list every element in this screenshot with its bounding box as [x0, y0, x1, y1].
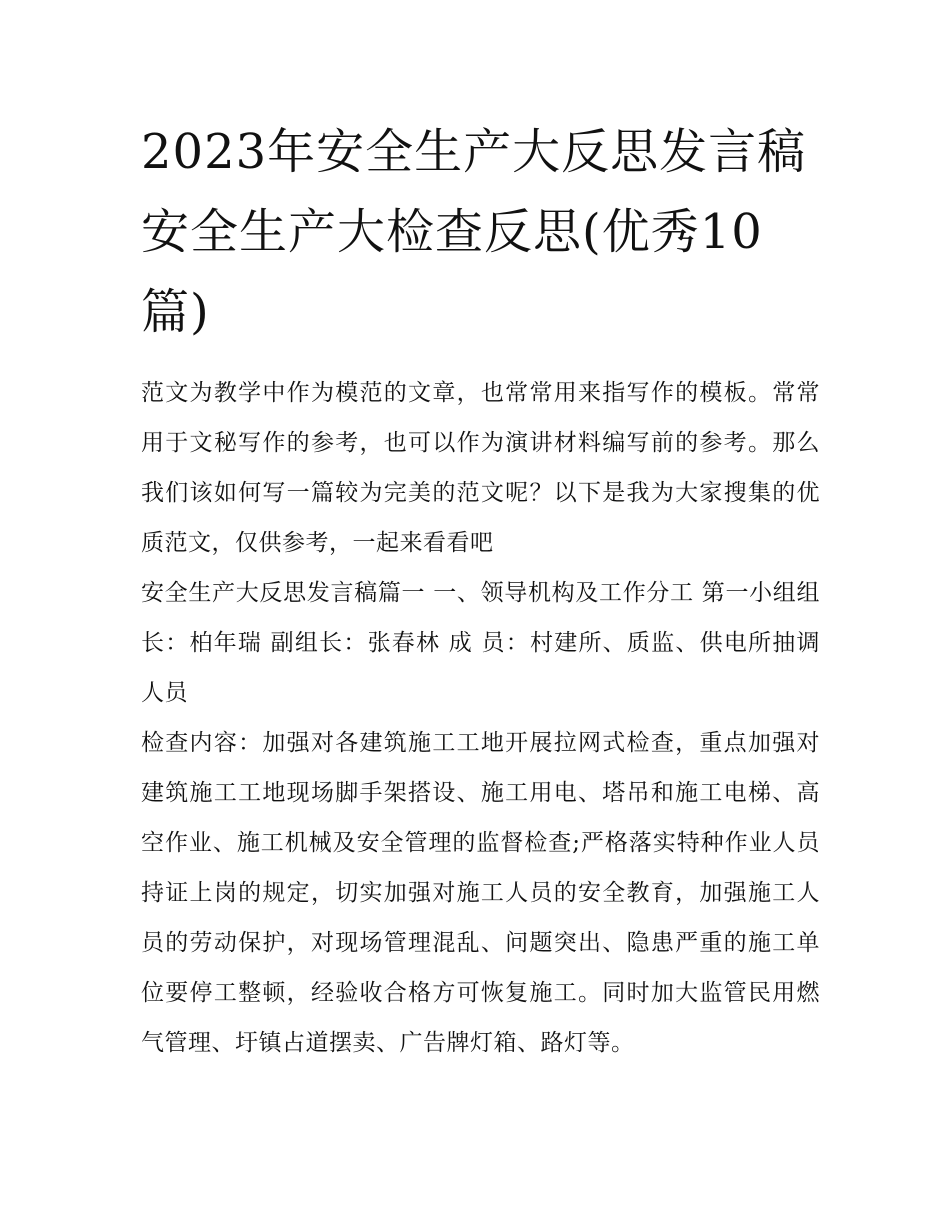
document-title: 2023年安全生产大反思发言稿 安全生产大检查反思(优秀10篇) — [141, 124, 807, 340]
paragraph-inspection-content: 检查内容：加强对各建筑施工工地开展拉网式检查，重点加强对建筑施工工地现场脚手架搭设、施工用电、塔吊和施工电梯、高空作业、施工机械及安全管理的监督检查;严格落实特种作业人员持证上岗的规定，切实加强对施工人员的安全教育，加强施工人员的劳动保护，对现场管理混乱、问题突出、隐患严重的施工单位要停工整顿，经验收合格方可恢复施工。同时加大监管民用燃气管理、圩镇占道摆卖、广告牌灯箱、路灯等。 — [141, 730, 820, 1056]
paragraph-intro: 范文为教学中作为模范的文章，也常常用来指写作的模板。常常用于文秘写作的参考，也可以作为演讲材料编写前的参考。那么我们该如何写一篇较为完美的范文呢？以下是我为大家搜集的优质范文，仅供参考，一起来看看吧 — [141, 380, 820, 556]
paragraph-section-one: 安全生产大反思发言稿篇一 一、领导机构及工作分工 第一小组组长：柏年瑞 副组长：张春林 成 员：村建所、质监、供电所抽调人员 — [141, 580, 820, 706]
